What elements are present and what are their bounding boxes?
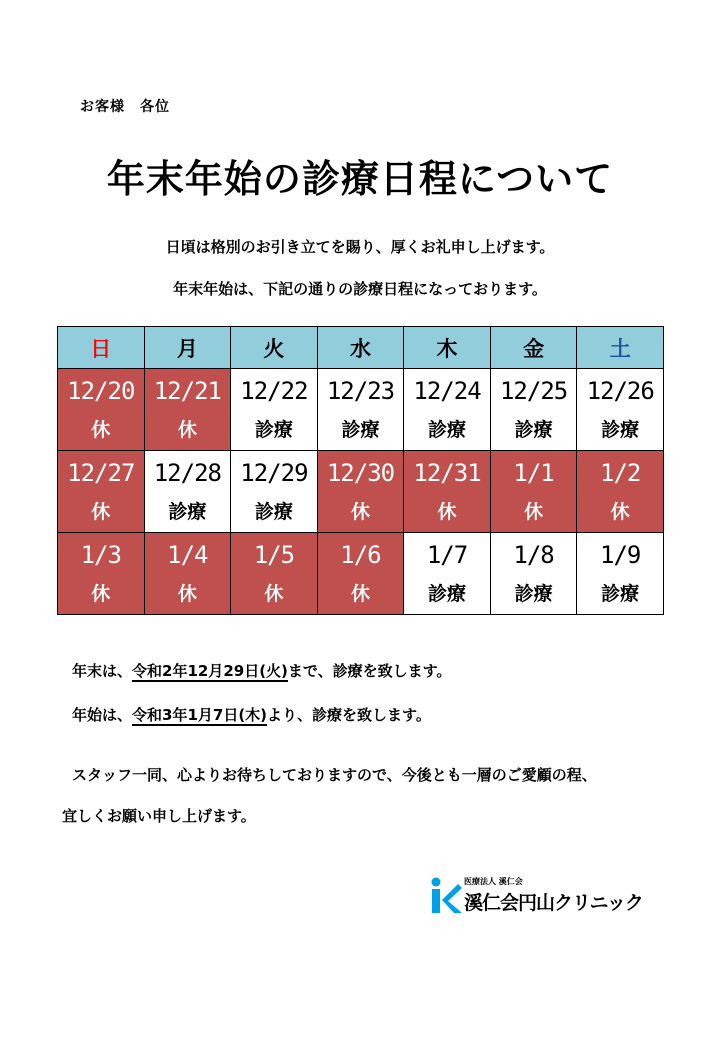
day-status: 休 [91, 500, 111, 523]
day-cell-closed [404, 451, 491, 533]
day-cell-closed [58, 451, 145, 533]
day-cell-open [490, 533, 577, 615]
day-status: 診療 [601, 582, 640, 605]
day-date: 12/20 [67, 376, 135, 405]
day-status: 休 [177, 418, 197, 441]
day-date: 12/29 [240, 458, 308, 487]
day-date: 12/23 [326, 376, 395, 405]
day-status: 診療 [601, 418, 640, 441]
day-date: 1/6 [340, 540, 381, 569]
schedule-calendar [57, 326, 664, 615]
closing-line-1: スタッフ一同、心よりお待ちしておりますので、今後とも一層のご愛顧の程、 [72, 766, 597, 784]
day-date: 1/2 [600, 458, 641, 487]
day-cell-open [404, 533, 491, 615]
year-start-note [72, 704, 431, 725]
day-cell-open [144, 451, 231, 533]
day-cell-closed [58, 533, 145, 615]
calendar-week-row [58, 451, 664, 533]
day-status: 診療 [254, 418, 293, 441]
year-end-date: 令和2年12月29日(火) [132, 662, 288, 680]
day-cell-closed [58, 369, 145, 451]
day-cell-open [231, 369, 318, 451]
day-status: 休 [264, 582, 284, 605]
weekday-header-0: 日 [58, 327, 145, 369]
page-title: 年末年始の診療日程について [106, 157, 614, 201]
weekday-header-3: 水 [317, 327, 404, 369]
day-date: 12/21 [153, 376, 221, 405]
day-date: 12/26 [586, 376, 654, 405]
day-date: 12/28 [153, 458, 221, 487]
day-status: 診療 [428, 418, 467, 441]
calendar-week-row [58, 533, 664, 615]
day-status: 診療 [514, 582, 553, 605]
year-end-note [72, 660, 451, 681]
day-status: 休 [610, 500, 630, 523]
day-status: 休 [350, 582, 370, 605]
intro-line-1: 日頃は格別のお引き立てを賜り、厚くお礼申し上げます。 [165, 238, 555, 256]
day-status: 診療 [254, 500, 293, 523]
day-cell-open [577, 533, 664, 615]
day-cell-open [404, 369, 491, 451]
weekday-header-1: 月 [144, 327, 231, 369]
addressee: お客様 各位 [80, 99, 170, 115]
day-date: 12/27 [67, 458, 135, 487]
day-cell-closed [144, 369, 231, 451]
logo-small-text: 医療法人 溪仁会 [464, 877, 523, 886]
intro-line-2: 年末年始は、下記の通りの診療日程になっております。 [173, 280, 547, 298]
day-date: 12/30 [326, 458, 395, 487]
day-status: 休 [177, 582, 197, 605]
day-status: 休 [91, 582, 111, 605]
day-cell-open [317, 369, 404, 451]
day-status: 診療 [514, 418, 553, 441]
year-start-suffix: より、診療を致します。 [267, 706, 431, 724]
day-status: 診療 [168, 500, 207, 523]
year-end-suffix: まで、診療を致します。 [287, 662, 452, 680]
day-cell-closed [577, 451, 664, 533]
day-date: 1/3 [80, 540, 121, 569]
day-cell-closed [317, 451, 404, 533]
weekday-header-5: 金 [490, 327, 577, 369]
day-date: 1/7 [426, 540, 468, 569]
day-date: 1/1 [513, 458, 554, 487]
weekday-header-row [58, 327, 664, 369]
day-cell-open [577, 369, 664, 451]
weekday-header-4: 木 [404, 327, 491, 369]
year-start-prefix: 年始は、 [72, 706, 133, 724]
day-date: 12/25 [499, 376, 568, 405]
day-date: 1/4 [167, 540, 208, 569]
weekday-header-2: 火 [231, 327, 318, 369]
year-start-date: 令和3年1月7日(木) [132, 706, 268, 724]
day-cell-open [231, 451, 318, 533]
day-cell-closed [144, 533, 231, 615]
logo-clinic-name: 溪仁会円山クリニック [464, 892, 643, 914]
day-date: 12/31 [413, 458, 481, 487]
year-end-prefix: 年末は、 [72, 662, 133, 680]
day-date: 12/24 [413, 376, 481, 405]
day-cell-closed [231, 533, 318, 615]
day-date: 1/5 [253, 540, 295, 569]
day-date: 1/8 [513, 540, 554, 569]
day-status: 休 [350, 500, 370, 523]
day-cell-open [490, 369, 577, 451]
day-status: 診療 [341, 418, 380, 441]
weekday-header-6: 土 [577, 327, 664, 369]
day-status: 診療 [428, 582, 467, 605]
day-status: 休 [524, 500, 544, 523]
day-status: 休 [437, 500, 457, 523]
clinic-logo [430, 876, 670, 916]
calendar-body [58, 369, 664, 615]
calendar-week-row [58, 369, 664, 451]
day-date: 12/22 [240, 376, 308, 405]
day-date: 1/9 [600, 540, 641, 569]
day-status: 休 [91, 418, 111, 441]
closing-line-2: 宜しくお願い申し上げます。 [62, 807, 256, 825]
day-cell-closed [490, 451, 577, 533]
day-cell-closed [317, 533, 404, 615]
clinic-k-logo-icon [430, 876, 462, 914]
